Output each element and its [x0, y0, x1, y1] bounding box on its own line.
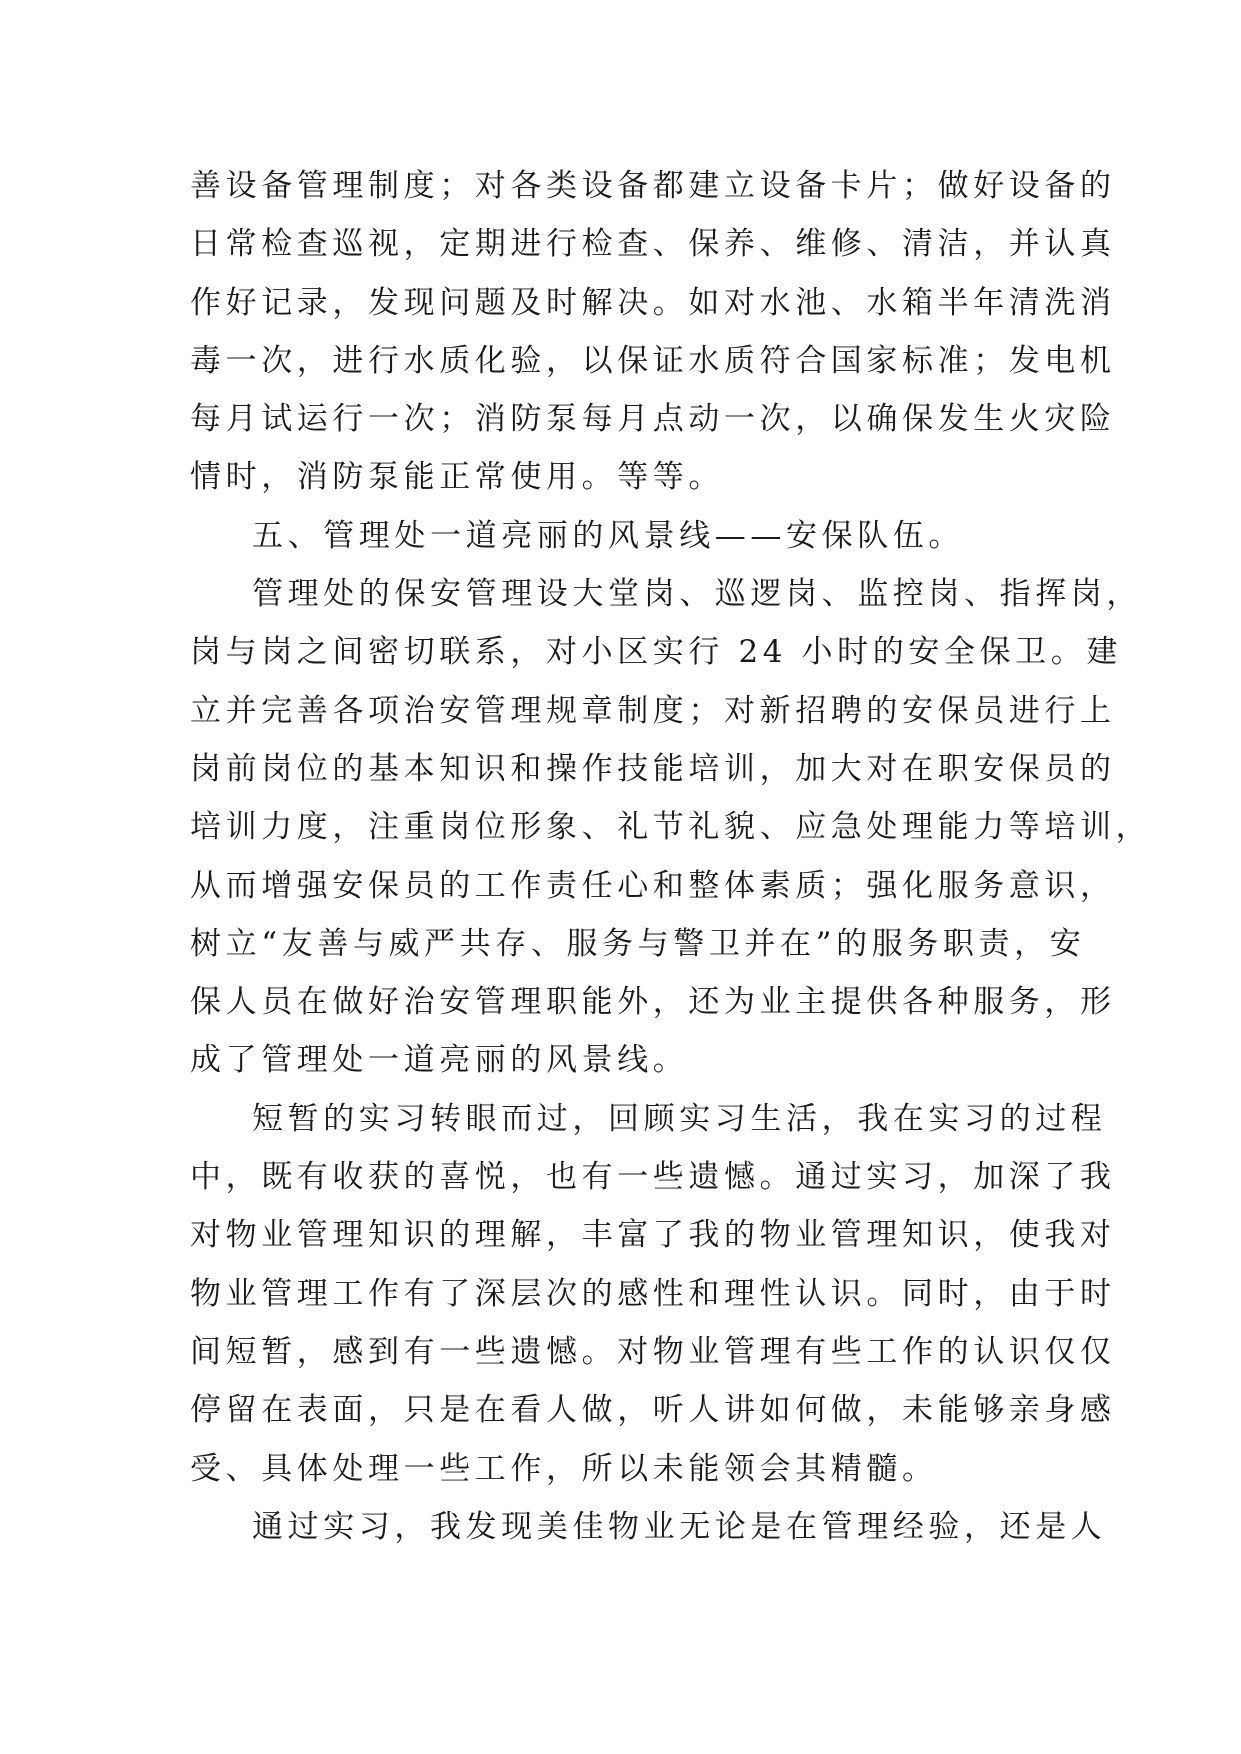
text-line: 岗前岗位的基本知识和操作技能培训，加大对在职安保员的 [190, 750, 1116, 787]
text-line: 间短暂，感到有一些遗憾。对物业管理有些工作的认识仅仅 [190, 1333, 1116, 1370]
paragraph-internship-reflection [190, 1090, 1116, 1498]
paragraph-internship-findings [190, 1498, 1107, 1556]
text-line: 停留在表面，只是在看人做，听人讲如何做，未能够亲身感 [190, 1392, 1116, 1429]
text-line: 物业管理工作有了深层次的感性和理性认识。同时，由于时 [190, 1275, 1116, 1312]
section-title: 五、管理处一道亮丽的风景线——安保队伍。 [252, 517, 964, 554]
text-line: 通过实习，我发现美佳物业无论是在管理经验，还是人 [252, 1508, 1107, 1545]
text-line: 成了管理处一道亮丽的风景线。 [190, 1042, 689, 1079]
text-line: 从而增强安保员的工作责任心和整体素质；强化服务意识， [190, 867, 1116, 904]
text-line: 培训力度，注重岗位形象、礼节礼貌、应急处理能力等培训， [190, 809, 1152, 846]
paragraph-equipment-management [190, 157, 1116, 507]
text-line: 善设备管理制度；对各类设备都建立设备卡片；做好设备的 [190, 168, 1116, 204]
section-heading [190, 507, 1070, 565]
text-line: 管理处的保安管理设大堂岗、巡逻岗、监控岗、指挥岗， [252, 576, 1142, 613]
text-line: 保人员在做好治安管理职能外，还为业主提供各种服务，形 [190, 984, 1116, 1021]
text-line: 日常检查巡视，定期进行检查、保养、维修、清洁，并认真 [190, 226, 1116, 263]
text-line: 受、具体处理一些工作，所以未能领会其精髓。 [190, 1450, 938, 1487]
text-line: 树立“友善与威严共存、服务与警卫并在”的服务职责，安 [190, 925, 1086, 962]
text-line: 作好记录，发现问题及时解决。如对水池、水箱半年清洗消 [190, 284, 1116, 321]
text-line: 中，既有收获的喜悦，也有一些遗憾。通过实习，加深了我 [190, 1159, 1116, 1196]
text-line: 毒一次，进行水质化验，以保证水质符合国家标准；发电机 [190, 342, 1116, 379]
body-text [190, 157, 1152, 1556]
text-line: 立并完善各项治安管理规章制度；对新招聘的安保员进行上 [190, 692, 1116, 729]
text-line: 对物业管理知识的理解，丰富了我的物业管理知识，使我对 [190, 1217, 1116, 1254]
text-line: 情时，消防泵能正常使用。等等。 [190, 459, 724, 496]
text-line: 每月试运行一次；消防泵每月点动一次，以确保发生火灾险 [190, 401, 1116, 438]
paragraph-security-team [190, 565, 1152, 1090]
text-line: 岗与岗之间密切联系，对小区实行 24 小时的安全保卫。建 [190, 634, 1122, 671]
text-line: 短暂的实习转眼而过，回顾实习生活，我在实习的过程 [252, 1100, 1107, 1137]
